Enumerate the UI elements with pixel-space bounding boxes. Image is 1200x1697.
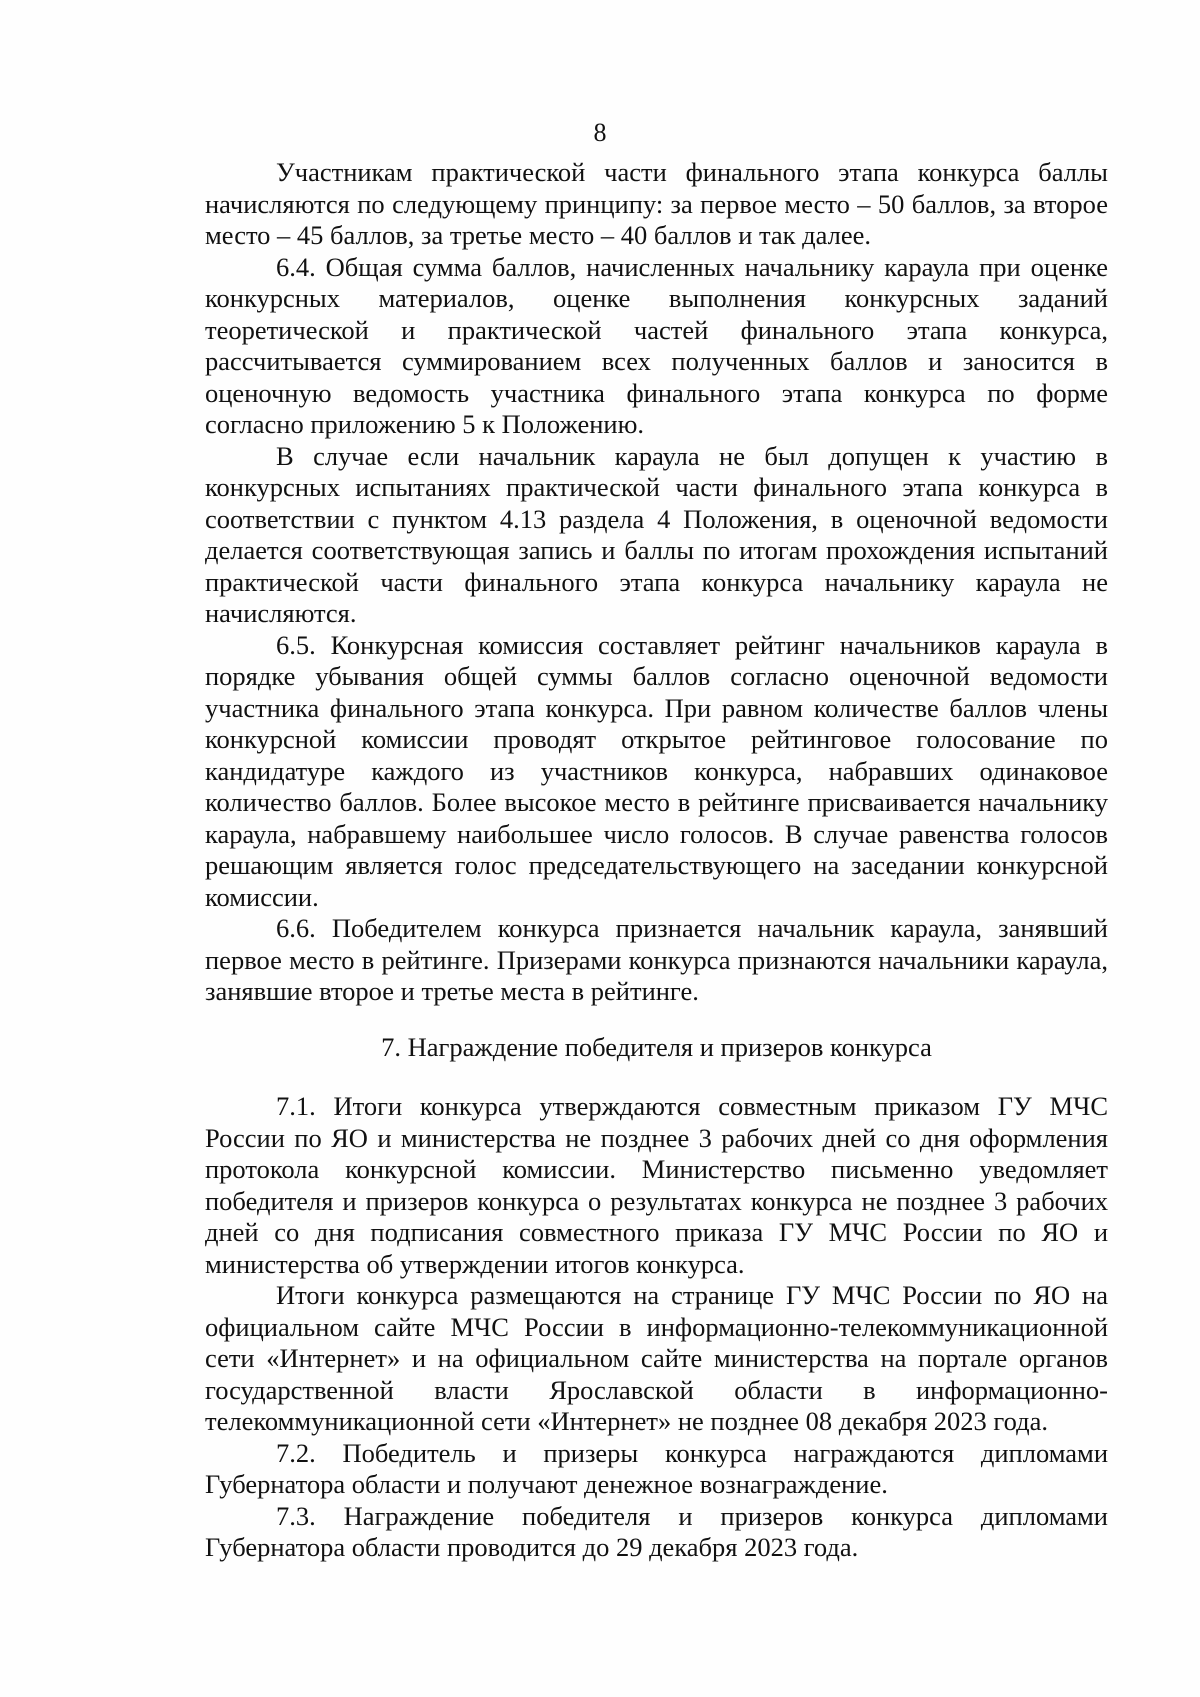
paragraph-7-2: 7.2. Победитель и призеры конкурса награждаются дипломами Губернатора области и получают денежное вознаграждение. bbox=[205, 1437, 1108, 1499]
paragraph-6-5: 6.5. Конкурсная комиссия составляет рейтинг начальников караула в порядке убывания общей суммы баллов согласно оценочной ведомости участника финального этапа конкурса. При равном количестве баллов члены конкурсной комиссии проводят открытое рейтинговое голосование по кандидатуре каждого из участников конкурса, набравших одинаковое количество баллов. Более высокое место в рейтинге присваивается начальнику караула, набравшему наибольшее число голосов. В случае равенства голосов решающим является голос председательствующего на заседании конкурсной комиссии. bbox=[205, 629, 1108, 912]
page-number: 8 bbox=[593, 118, 607, 147]
paragraph-6-4-exception: В случае если начальник караула не был допущен к участию в конкурсных испытаниях практической части финального этапа конкурса в соответствии с пунктом 4.13 раздела 4 Положения, в оценочной ведомости делается соответствующая запись и баллы по итогам прохождения испытаний практической части финального этапа конкурса начальнику караула не начисляются. bbox=[205, 440, 1108, 628]
section-heading: 7. Награждение победителя и призеров конкурса bbox=[381, 1031, 932, 1062]
document-body bbox=[205, 157, 1108, 1564]
paragraph-scoring-principle: Участникам практической части финального этапа конкурса баллы начисляются по следующему принципу: за первое место – 50 баллов, за второе место – 45 баллов, за третье место – 40 баллов и так далее. bbox=[205, 157, 1108, 250]
paragraph-7-1-publication: Итоги конкурса размещаются на странице ГУ МЧС России по ЯО на официальном сайте МЧС России в информационно-телекоммуникационной сети «Интернет» и на официальном сайте министерства на портале органов государственной власти Ярославской области в информационно-телекоммуникационной сети «Интернет» не позднее 08 декабря 2023 года. bbox=[205, 1280, 1108, 1436]
paragraph-6-4: 6.4. Общая сумма баллов, начисленных начальнику караула при оценке конкурсных материалов, оценке выполнения конкурсных заданий теоретической и практической частей финального этапа конкурса, рассчитывается суммированием всех полученных баллов и заносится в оценочную ведомость участника финального этапа конкурса по форме согласно приложению 5 к Положению. bbox=[205, 251, 1108, 439]
paragraph-6-6: 6.6. Победителем конкурса признается начальник караула, занявший первое место в рейтинге. Призерами конкурса признаются начальники караула, занявшие второе и третье места в рейтинге. bbox=[205, 913, 1108, 1006]
paragraph-7-3: 7.3. Награждение победителя и призеров конкурса дипломами Губернатора области проводится до 29 декабря 2023 года. bbox=[205, 1500, 1108, 1562]
paragraph-7-1: 7.1. Итоги конкурса утверждаются совместным приказом ГУ МЧС России по ЯО и министерства не позднее 3 рабочих дней со дня оформления протокола конкурсной комиссии. Министерство письменно уведомляет победителя и призеров конкурса о результатах конкурса не позднее 3 рабочих дней со дня подписания совместного приказа ГУ МЧС России по ЯО и министерства об утверждении итогов конкурса. bbox=[205, 1091, 1108, 1279]
